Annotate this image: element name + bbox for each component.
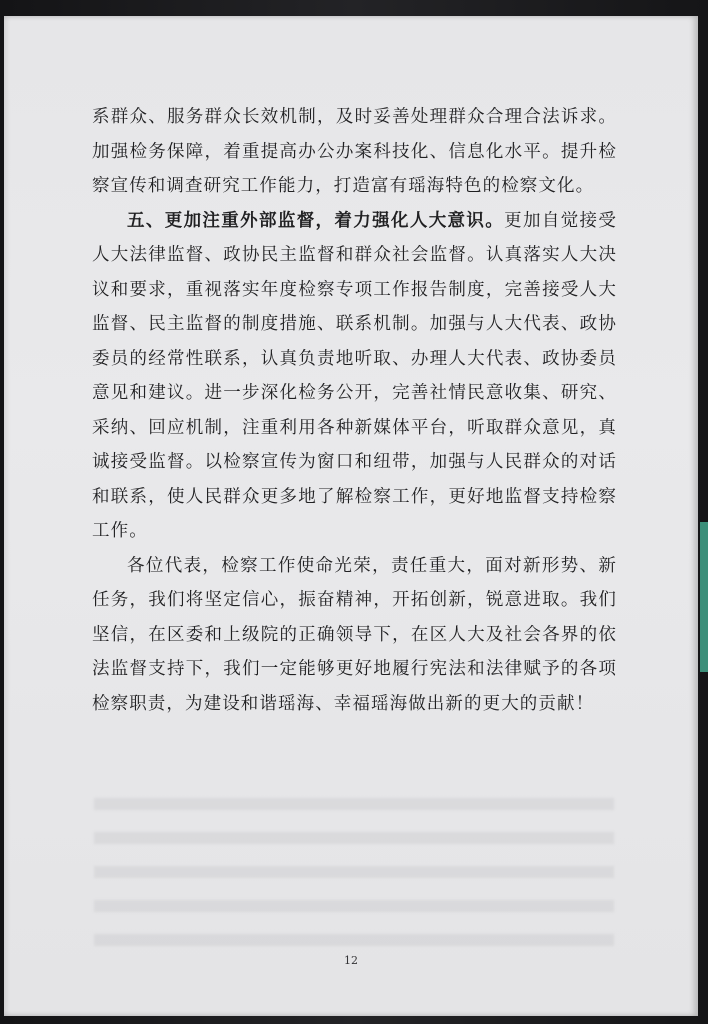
page-number: 12 [344, 954, 358, 967]
paragraph-text: 系群众、服务群众长效机制，及时妥善处理群众合理合法诉求。加强检务保障，着重提高办公办案科技化、信息化水平。提升检察宣传和调查研究工作能力，打造富有瑶海特色的检察文化。 [92, 107, 617, 196]
paragraph-closing [92, 549, 617, 722]
paragraph-text: 各位代表，检察工作使命光荣，责任重大，面对新形势、新任务，我们将坚定信心，振奋精神，开拓创新，锐意进取。我们坚信，在区委和上级院的正确领导下，在区人大及社会各界的依法监督支持下，我们一定能够更好地履行宪法和法律赋予的各项检察职责，为建设和谐瑶海、幸福瑶海做出新的更大的贡献！ [92, 555, 617, 714]
section-heading: 五、更加注重外部监督，着力强化人大意识。 [127, 210, 505, 231]
paragraph-continuation [92, 100, 617, 204]
paragraph-section-five [92, 204, 617, 549]
body-text [92, 100, 617, 721]
document-page [4, 16, 698, 1016]
paragraph-text: 更加自觉接受人大法律监督、政协民主监督和群众社会监督。认真落实人大决议和要求，重视落实年度检察专项工作报告制度，完善接受人大监督、民主监督的制度措施、联系机制。加强与人大代表、政协委员的经常性联系，认真负责地听取、办理人大代表、政协委员意见和建议。进一步深化检务公开，完善社情民意收集、研究、采纳、回应机制，注重利用各种新媒体平台，听取群众意见，真诚接受监督。以检察宣传为窗口和纽带，加强与人民群众的对话和联系，使人民群众更多地了解检察工作，更好地监督支持检察工作。 [92, 210, 618, 541]
page-edge-tab [700, 522, 708, 672]
show-through-text [94, 776, 614, 946]
